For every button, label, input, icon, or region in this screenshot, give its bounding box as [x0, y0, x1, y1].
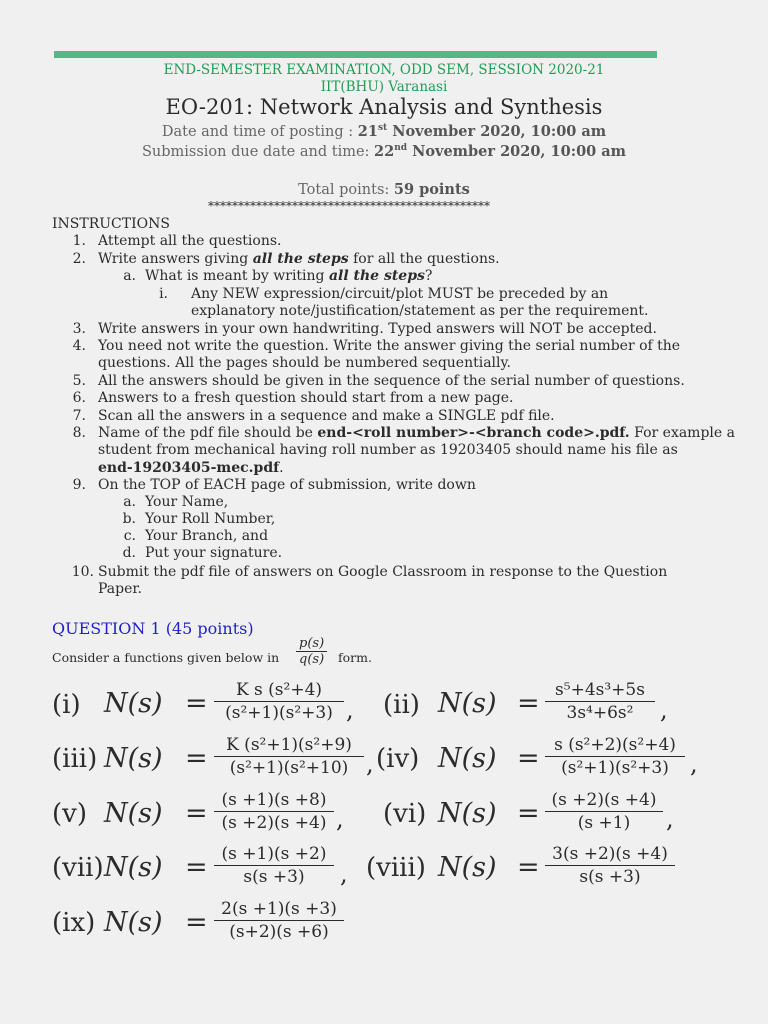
function-symbol: N(s)	[438, 743, 497, 774]
function-numerator: s (s²+2)(s²+4)	[554, 735, 676, 755]
function-label: (vi)	[383, 799, 427, 829]
due-date	[0, 143, 768, 160]
equals-sign: =	[185, 743, 208, 774]
list-item: Your Roll Number,	[145, 511, 276, 527]
posting-sup: st	[377, 123, 388, 134]
list-item: Attempt all the questions.	[98, 233, 282, 249]
list-number: 1.	[72, 233, 86, 249]
list-item: On the TOP of EACH page of submission, write down	[98, 477, 476, 493]
function-denominator: (s +1)	[577, 813, 631, 833]
function-numerator: (s +1)(s +2)	[221, 844, 327, 864]
list-item: Any NEW expression/circuit/plot MUST be preceded by an	[191, 286, 609, 302]
function-symbol: N(s)	[438, 798, 497, 829]
list-item: Write answers in your own handwriting. Typed answers will NOT be accepted.	[98, 321, 657, 337]
list-item	[145, 268, 432, 286]
list-number: 9.	[72, 477, 86, 493]
function-denominator: s(s +3)	[579, 867, 641, 887]
list-item: Scan all the answers in a sequence and make a SINGLE pdf file.	[98, 408, 555, 424]
instructions-heading: INSTRUCTIONS	[52, 216, 170, 232]
list-item-continuation: Paper.	[98, 581, 142, 597]
list-item: Submit the pdf file of answers on Google Classroom in response to the Question	[98, 564, 668, 580]
list-number: a.	[123, 268, 136, 284]
equals-sign: =	[517, 743, 540, 774]
posting-label: Date and time of posting :	[161, 124, 354, 140]
equals-sign: =	[185, 907, 208, 938]
item-text: .	[279, 460, 284, 476]
total-points	[0, 181, 768, 198]
list-item: Your Name,	[145, 494, 229, 510]
function-symbol: N(s)	[438, 688, 497, 719]
due-day: 22	[374, 143, 395, 160]
list-number: b.	[122, 511, 136, 527]
function-symbol: N(s)	[104, 852, 163, 883]
question-description: Consider a functions given below in	[52, 650, 280, 665]
form-word: form.	[338, 650, 372, 665]
function-denominator: 3s⁴+6s²	[566, 703, 634, 723]
list-number: a.	[123, 494, 136, 510]
function-fraction	[214, 680, 344, 723]
list-number: 2.	[72, 251, 86, 267]
function-denominator: (s +2)(s +4)	[221, 813, 327, 833]
function-denominator: (s²+1)(s²+3)	[561, 758, 669, 778]
function-label: (iv)	[376, 744, 420, 774]
list-item	[98, 251, 500, 269]
points-value: 59 points	[393, 181, 470, 198]
list-number: 4.	[72, 338, 86, 354]
separator-comma: ,	[690, 750, 698, 778]
filename-pattern: end-<roll number>-<branch code>.pdf.	[317, 425, 630, 441]
list-item: Put your signature.	[145, 545, 283, 561]
list-number: d.	[122, 545, 136, 561]
exam-session-line: END-SEMESTER EXAMINATION, ODD SEM, SESSION 2020-21	[163, 62, 605, 78]
function-symbol: N(s)	[104, 688, 163, 719]
list-item: All the answers should be given in the sequence of the serial number of questions.	[98, 373, 685, 389]
pq-numerator: p(s)	[296, 636, 327, 652]
function-label: (i)	[52, 690, 81, 720]
function-label: (vii)	[52, 853, 104, 883]
function-fraction	[214, 790, 334, 833]
function-label: (ix)	[52, 908, 96, 938]
function-denominator: (s²+1)(s²+3)	[225, 703, 333, 723]
separator-comma: ,	[340, 860, 348, 888]
filename-example: end-19203405-mec.pdf	[98, 460, 280, 476]
equals-sign: =	[185, 688, 208, 719]
points-label: Total points:	[298, 182, 394, 198]
list-number: i.	[159, 286, 168, 302]
separator-comma: ,	[366, 750, 374, 778]
function-fraction	[545, 790, 663, 833]
due-label: Submission due date and time:	[141, 144, 375, 160]
equals-sign: =	[517, 852, 540, 883]
function-label: (iii)	[52, 744, 98, 774]
function-symbol: N(s)	[104, 798, 163, 829]
item-text: Write answers giving	[98, 251, 253, 267]
function-numerator: (s +2)(s +4)	[551, 790, 657, 810]
item-emphasis: all the steps	[252, 251, 349, 267]
item-text: ?	[424, 268, 433, 284]
function-label: (v)	[52, 799, 87, 829]
function-numerator: 2(s +1)(s +3)	[221, 899, 337, 919]
list-number: 10.	[71, 564, 94, 580]
list-item	[98, 425, 735, 443]
list-number: 3.	[72, 321, 86, 337]
separator-comma: ,	[336, 805, 344, 833]
equals-sign: =	[185, 852, 208, 883]
function-numerator: 3(s +2)(s +4)	[552, 844, 668, 864]
function-denominator: s(s +3)	[243, 867, 305, 887]
list-item: Your Branch, and	[145, 528, 269, 544]
list-number: 5.	[72, 373, 86, 389]
list-number: 7.	[72, 408, 86, 424]
function-label: (viii)	[366, 853, 426, 883]
equals-sign: =	[517, 798, 540, 829]
list-item-continuation: questions. All the pages should be numbered sequentially.	[98, 355, 511, 371]
item-text: for all the questions.	[348, 251, 500, 267]
separator-comma: ,	[666, 805, 674, 833]
function-label: (ii)	[383, 690, 420, 720]
pq-denominator: q(s)	[299, 652, 325, 667]
function-numerator: K (s²+1)(s²+9)	[226, 735, 352, 755]
equals-sign: =	[185, 798, 208, 829]
function-fraction	[214, 735, 364, 778]
list-item: Answers to a fresh question should start from a new page.	[98, 390, 514, 406]
list-item-continuation: explanatory note/justification/statement as per the requirement.	[191, 303, 649, 319]
item-text: What is meant by writing	[145, 268, 329, 284]
function-fraction	[214, 844, 334, 887]
function-denominator: (s+2)(s +6)	[229, 922, 329, 942]
function-fraction	[545, 735, 685, 778]
header-accent-bar	[54, 51, 657, 58]
due-rest: November 2020, 10:00 am	[407, 143, 627, 160]
separator-comma: ,	[346, 696, 354, 724]
page-title: EO-201: Network Analysis and Synthesis	[165, 95, 603, 119]
pq-fraction	[296, 636, 327, 667]
function-symbol: N(s)	[104, 743, 163, 774]
function-symbol: N(s)	[438, 852, 497, 883]
posting-rest: November 2020, 10:00 am	[387, 123, 607, 140]
item-emphasis: all the steps	[328, 268, 425, 284]
function-fraction	[545, 844, 675, 887]
item-text: For example a	[629, 425, 735, 441]
list-item-continuation: student from mechanical having roll number as 19203405 should name his file as	[98, 442, 678, 458]
function-numerator: K s (s²+4)	[235, 680, 323, 700]
function-numerator: s⁵+4s³+5s	[555, 680, 645, 700]
function-fraction	[214, 899, 344, 942]
separator-comma: ,	[660, 696, 668, 724]
function-numerator: (s +1)(s +8)	[221, 790, 327, 810]
due-sup: nd	[394, 143, 408, 154]
function-denominator: (s²+1)(s²+10)	[229, 758, 349, 778]
list-item: You need not write the question. Write the answer giving the serial number of the	[98, 338, 681, 354]
item-text: Name of the pdf file should be	[98, 425, 318, 441]
list-item-continuation	[98, 460, 284, 478]
equals-sign: =	[517, 688, 540, 719]
institute-name: IIT(BHU) Varanasi	[320, 79, 448, 95]
function-symbol: N(s)	[104, 907, 163, 938]
stars-divider: ***********************************************	[208, 199, 490, 213]
function-fraction	[545, 680, 655, 723]
posting-day: 21	[357, 123, 378, 140]
posting-date	[0, 123, 768, 140]
list-number: 8.	[72, 425, 86, 441]
question-heading: QUESTION 1 (45 points)	[52, 619, 254, 638]
list-number: c.	[123, 528, 136, 544]
list-number: 6.	[72, 390, 86, 406]
